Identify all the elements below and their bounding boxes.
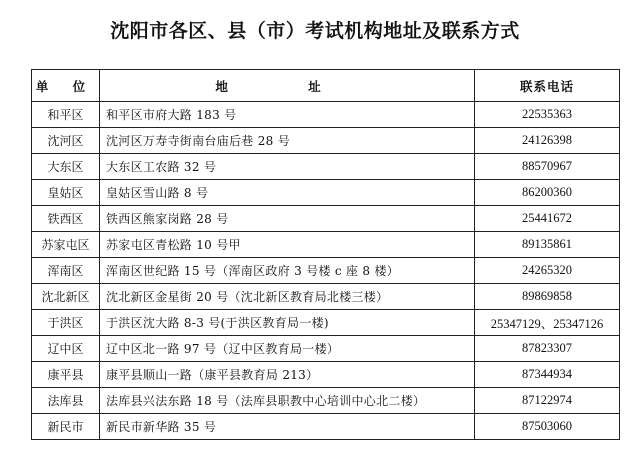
cell-unit: 皇姑区 bbox=[32, 180, 100, 206]
table-row bbox=[32, 362, 620, 388]
table-header-row bbox=[32, 70, 620, 102]
cell-unit: 法库县 bbox=[32, 388, 100, 414]
table-row bbox=[32, 102, 620, 128]
cell-address: 于洪区沈大路 8-3 号(于洪区教育局一楼) bbox=[100, 310, 475, 336]
cell-phone: 24265320 bbox=[475, 258, 620, 284]
cell-address: 铁西区熊家岗路 28 号 bbox=[100, 206, 475, 232]
cell-unit: 苏家屯区 bbox=[32, 232, 100, 258]
cell-unit: 辽中区 bbox=[32, 336, 100, 362]
table-row bbox=[32, 128, 620, 154]
cell-phone: 24126398 bbox=[475, 128, 620, 154]
cell-phone: 88570967 bbox=[475, 154, 620, 180]
cell-unit: 大东区 bbox=[32, 154, 100, 180]
cell-phone: 87503060 bbox=[475, 414, 620, 440]
cell-phone: 87823307 bbox=[475, 336, 620, 362]
cell-unit: 和平区 bbox=[32, 102, 100, 128]
cell-address: 大东区工农路 32 号 bbox=[100, 154, 475, 180]
table-row bbox=[32, 206, 620, 232]
cell-phone: 25347129、25347126 bbox=[475, 310, 620, 336]
cell-address: 苏家屯区青松路 10 号甲 bbox=[100, 232, 475, 258]
table-row bbox=[32, 414, 620, 440]
page-title: 沈阳市各区、县（市）考试机构地址及联系方式 bbox=[110, 20, 520, 42]
table-row bbox=[32, 258, 620, 284]
cell-address: 法库县兴法东路 18 号（法库县职教中心培训中心北二楼） bbox=[100, 388, 475, 414]
table-row bbox=[32, 180, 620, 206]
cell-unit: 康平县 bbox=[32, 362, 100, 388]
cell-phone: 87122974 bbox=[475, 388, 620, 414]
cell-phone: 22535363 bbox=[475, 102, 620, 128]
cell-unit: 铁西区 bbox=[32, 206, 100, 232]
cell-phone: 89869858 bbox=[475, 284, 620, 310]
cell-unit: 于洪区 bbox=[32, 310, 100, 336]
table-row bbox=[32, 310, 620, 336]
cell-address: 新民市新华路 35 号 bbox=[100, 414, 475, 440]
cell-phone: 86200360 bbox=[475, 180, 620, 206]
cell-address: 康平县顺山一路（康平县教育局 213） bbox=[100, 362, 475, 388]
exam-office-table bbox=[31, 69, 620, 440]
cell-address: 皇姑区雪山路 8 号 bbox=[100, 180, 475, 206]
table-row bbox=[32, 388, 620, 414]
table-row bbox=[32, 154, 620, 180]
cell-address: 沈北新区金星街 20 号（沈北新区教育局北楼三楼） bbox=[100, 284, 475, 310]
table-row bbox=[32, 336, 620, 362]
column-header-unit: 单 位 bbox=[32, 70, 100, 102]
cell-address: 沈河区万寿寺街南台庙后巷 28 号 bbox=[100, 128, 475, 154]
table-row bbox=[32, 284, 620, 310]
cell-phone: 25441672 bbox=[475, 206, 620, 232]
column-header-address: 地 址 bbox=[100, 70, 475, 102]
cell-unit: 沈北新区 bbox=[32, 284, 100, 310]
table-row bbox=[32, 232, 620, 258]
cell-unit: 浑南区 bbox=[32, 258, 100, 284]
cell-address: 浑南区世纪路 15 号（浑南区政府 3 号楼 c 座 8 楼） bbox=[100, 258, 475, 284]
cell-address: 辽中区北一路 97 号（辽中区教育局一楼） bbox=[100, 336, 475, 362]
cell-unit: 新民市 bbox=[32, 414, 100, 440]
cell-unit: 沈河区 bbox=[32, 128, 100, 154]
cell-address: 和平区市府大路 183 号 bbox=[100, 102, 475, 128]
cell-phone: 89135861 bbox=[475, 232, 620, 258]
cell-phone: 87344934 bbox=[475, 362, 620, 388]
column-header-phone: 联系电话 bbox=[475, 70, 620, 102]
